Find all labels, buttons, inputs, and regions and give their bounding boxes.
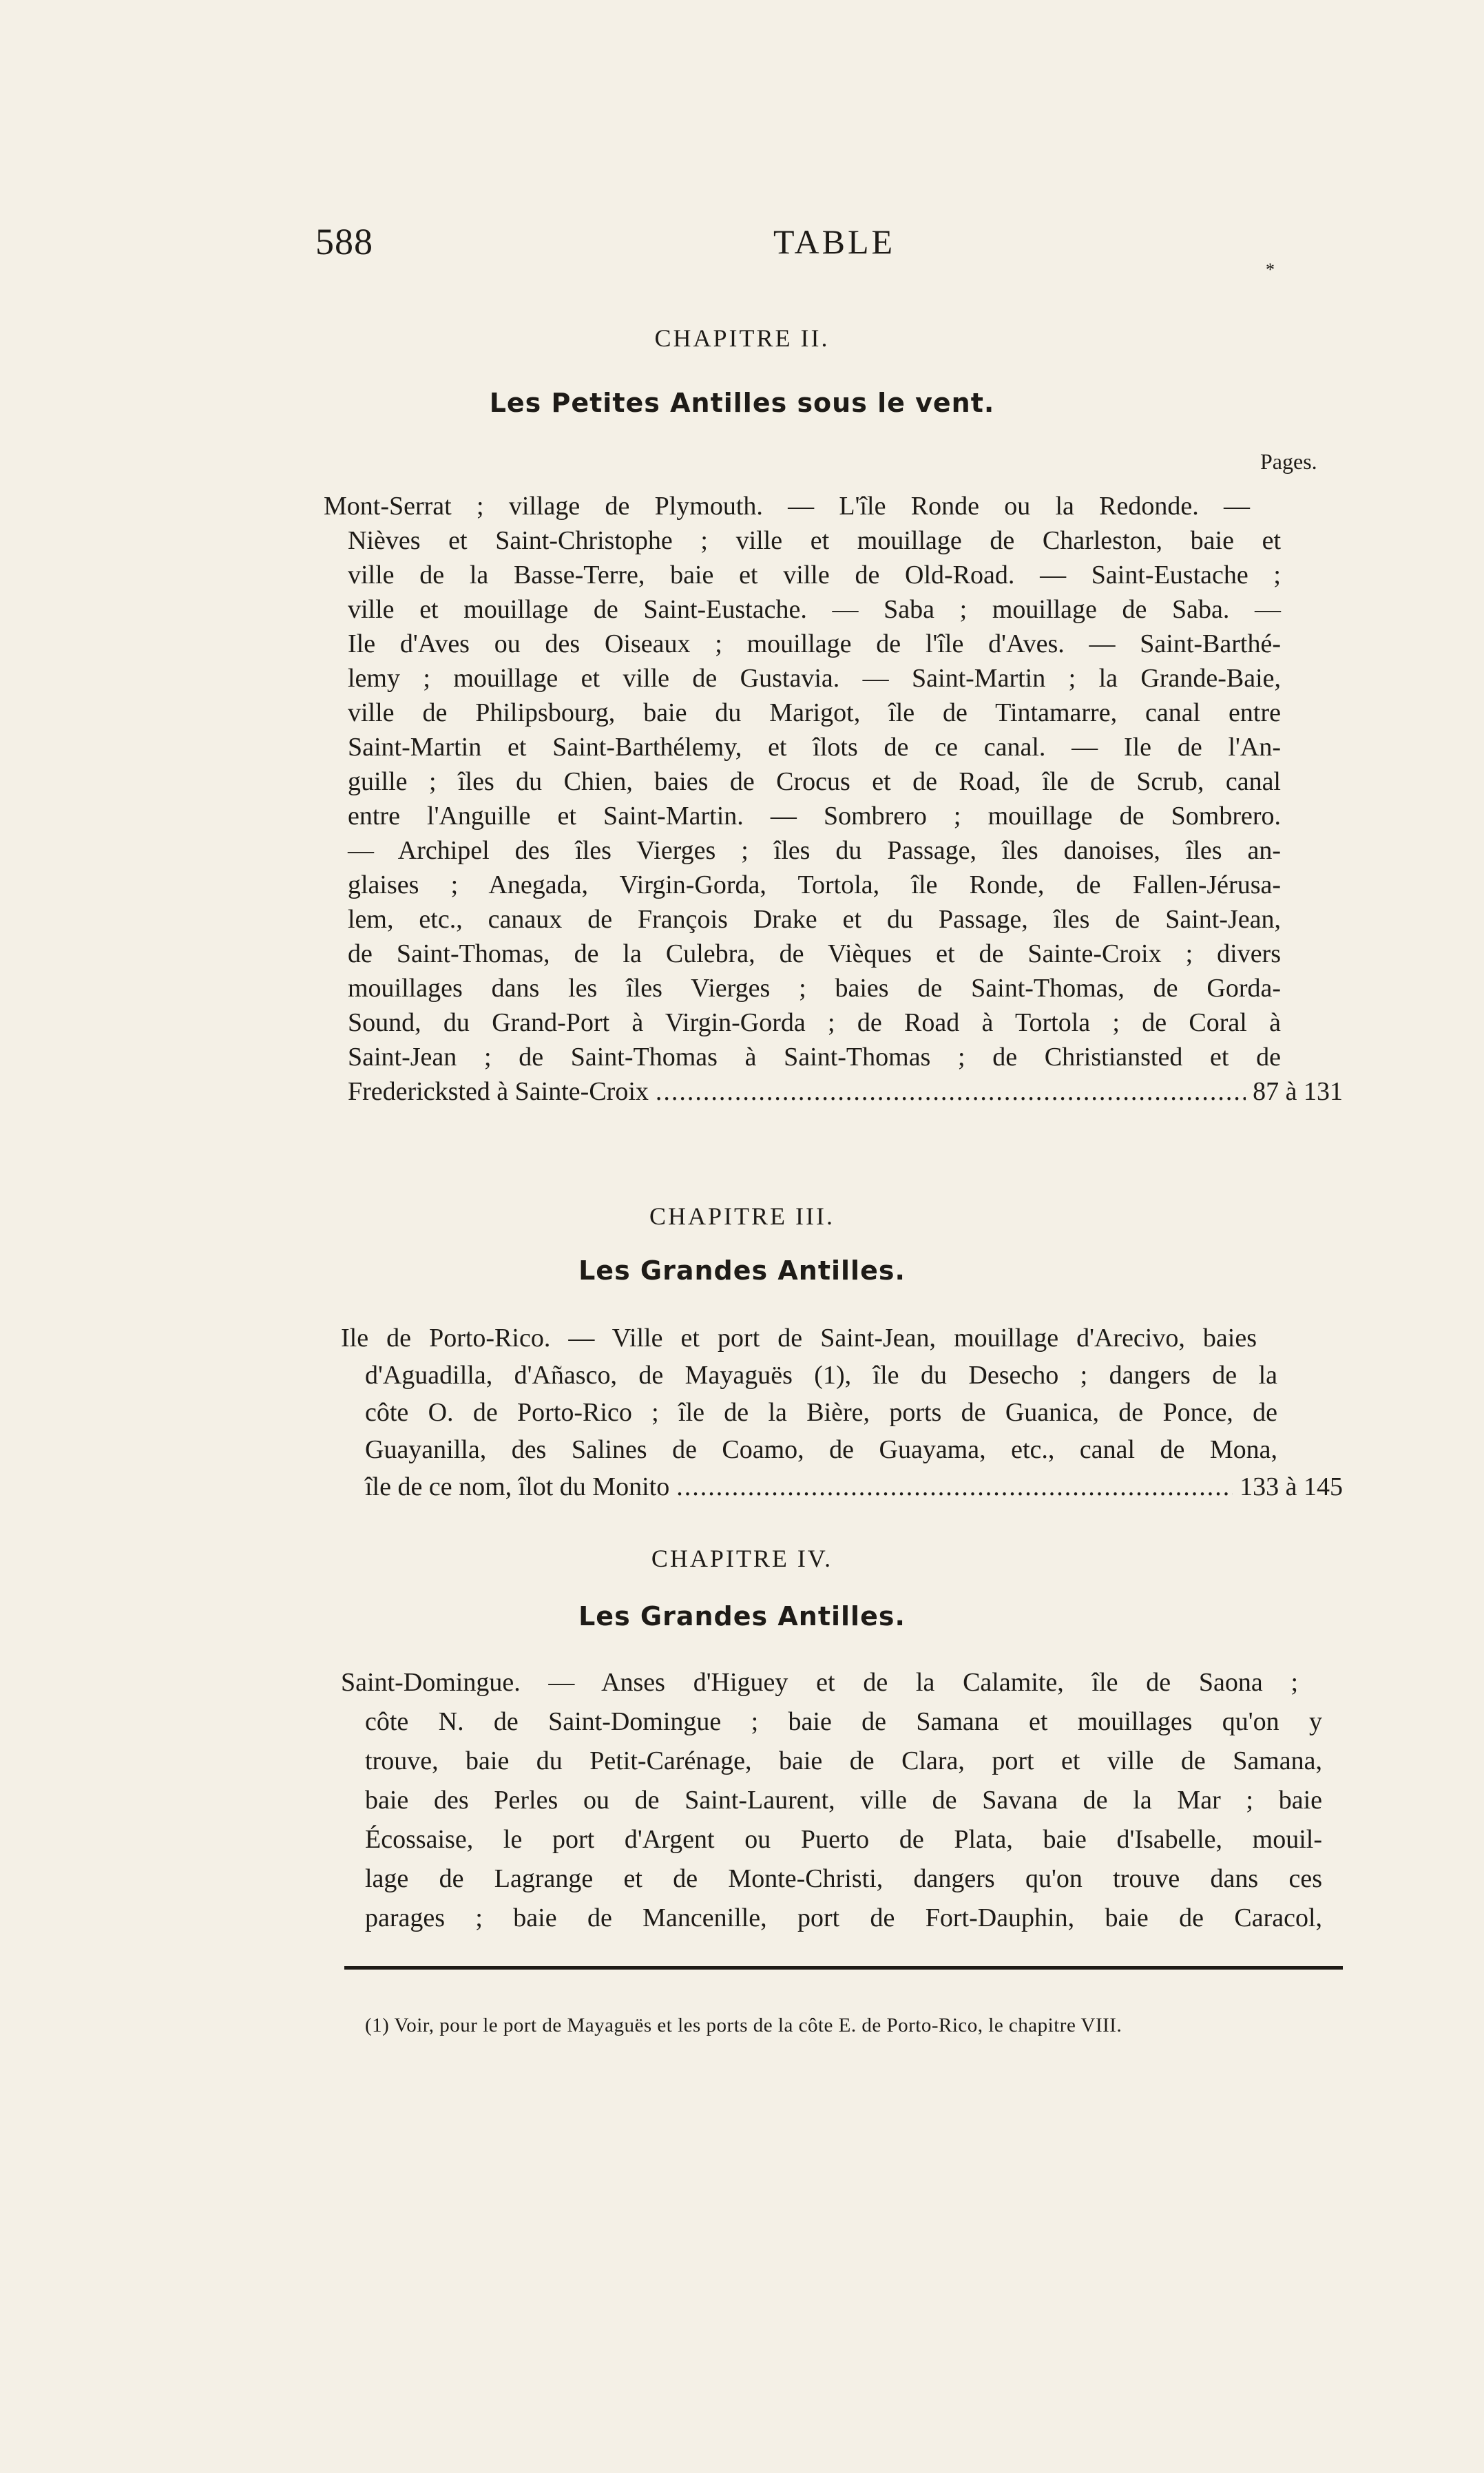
entry-line: Guayanilla, des Salines de Coamo, de Guayama, etc., canal de Mona, [365,1435,1277,1464]
entry-line: Mont-Serrat ; village de Plymouth. — L'île Ronde ou la Redonde. — [324,492,1250,521]
entry-line: Saint-Martin et Saint-Barthélemy, et îlots de ce canal. — Ile de l'An- [348,733,1281,762]
section-title: Les Grandes Antilles. [578,1255,906,1286]
page-number: 588 [315,221,373,262]
entry-last-text: île de ce nom, îlot du Monito [365,1472,670,1501]
entry-line: Écossaise, le port d'Argent ou Puerto de Plata, baie d'Isabelle, mouil- [365,1825,1322,1854]
entry-line: lemy ; mouillage et ville de Gustavia. — Saint-Martin ; la Grande-Baie, [348,664,1281,693]
entry-line: Sound, du Grand-Port à Virgin-Gorda ; de Road à Tortola ; de Coral à [348,1008,1281,1037]
corner-mark: * [1266,260,1275,280]
entry-line: ville et mouillage de Saint-Eustache. — Saba ; mouillage de Saba. — [348,595,1281,624]
entry-line: entre l'Anguille et Saint-Martin. — Sombrero ; mouillage de Sombrero. [348,802,1281,831]
entry-line: lage de Lagrange et de Monte-Christi, dangers qu'on trouve dans ces [365,1864,1322,1893]
page-range: 87 à 131 [1253,1077,1343,1106]
entry-line: ville de la Basse-Terre, baie et ville de Old-Road. — Saint-Eustache ; [348,561,1281,589]
entry-last-line [365,1470,1343,1504]
entry-line: de Saint-Thomas, de la Culebra, de Vièques et de Sainte-Croix ; divers [348,939,1281,968]
entry-line: côte N. de Saint-Domingue ; baie de Samana et mouillages qu'on y [365,1707,1322,1736]
entry-line: mouillages dans les îles Vierges ; baies de Saint-Thomas, de Gorda- [348,974,1281,1003]
entry-last-text: Fredericksted à Sainte-Croix [348,1077,649,1106]
entry-line: glaises ; Anegada, Virgin-Gorda, Tortola, île Ronde, de Fallen-Jérusa- [348,870,1281,899]
running-title: TABLE [773,222,896,261]
entry-line: parages ; baie de Mancenille, port de Fort-Dauphin, baie de Caracol, [365,1903,1322,1932]
entry-line: Ile d'Aves ou des Oiseaux ; mouillage de l'île d'Aves. — Saint-Barthé- [348,629,1281,658]
footnote: (1) Voir, pour le port de Mayaguës et les ports de la côte E. de Porto-Rico, le chapitre VIII. [365,2014,1122,2036]
entry-last-line [348,1074,1343,1109]
entry-line: guille ; îles du Chien, baies de Crocus et de Road, île de Scrub, canal [348,767,1281,796]
entry-line: Saint-Domingue. — Anses d'Higuey et de la Calamite, île de Saona ; [341,1668,1298,1697]
entry-line: Ile de Porto-Rico. — Ville et port de Saint-Jean, mouillage d'Arecivo, baies [341,1324,1257,1353]
chapter-heading: CHAPITRE III. [649,1202,835,1230]
entry-line: d'Aguadilla, d'Añasco, de Mayaguës (1), île du Desecho ; dangers de la [365,1361,1277,1390]
entry-line: Saint-Jean ; de Saint-Thomas à Saint-Thomas ; de Christiansted et de [348,1043,1281,1072]
entry-line: trouve, baie du Petit-Carénage, baie de Clara, port et ville de Samana, [365,1746,1322,1775]
entry-line: côte O. de Porto-Rico ; île de la Bière, ports de Guanica, de Ponce, de [365,1398,1277,1427]
entry-line: baie des Perles ou de Saint-Laurent, ville de Savana de la Mar ; baie [365,1786,1322,1815]
entry-line: — Archipel des îles Vierges ; îles du Passage, îles danoises, îles an- [348,836,1281,865]
page-header [315,220,1348,275]
pages-column-label: Pages. [1260,449,1317,474]
chapter-heading: CHAPITRE IV. [651,1545,833,1572]
section-title: Les Grandes Antilles. [578,1601,906,1631]
section-title: Les Petites Antilles sous le vent. [489,388,995,418]
dot-leader [676,1470,1233,1504]
entry-line: ville de Philipsbourg, baie du Marigot, île de Tintamarre, canal entre [348,698,1281,727]
page-range: 133 à 145 [1240,1472,1343,1501]
footnote-rule [344,1966,1343,1970]
dot-leader [656,1074,1246,1109]
entry-line: Nièves et Saint-Christophe ; ville et mouillage de Charleston, baie et [348,526,1281,555]
chapter-heading: CHAPITRE II. [654,324,830,352]
entry-line: lem, etc., canaux de François Drake et du Passage, îles de Saint-Jean, [348,905,1281,934]
